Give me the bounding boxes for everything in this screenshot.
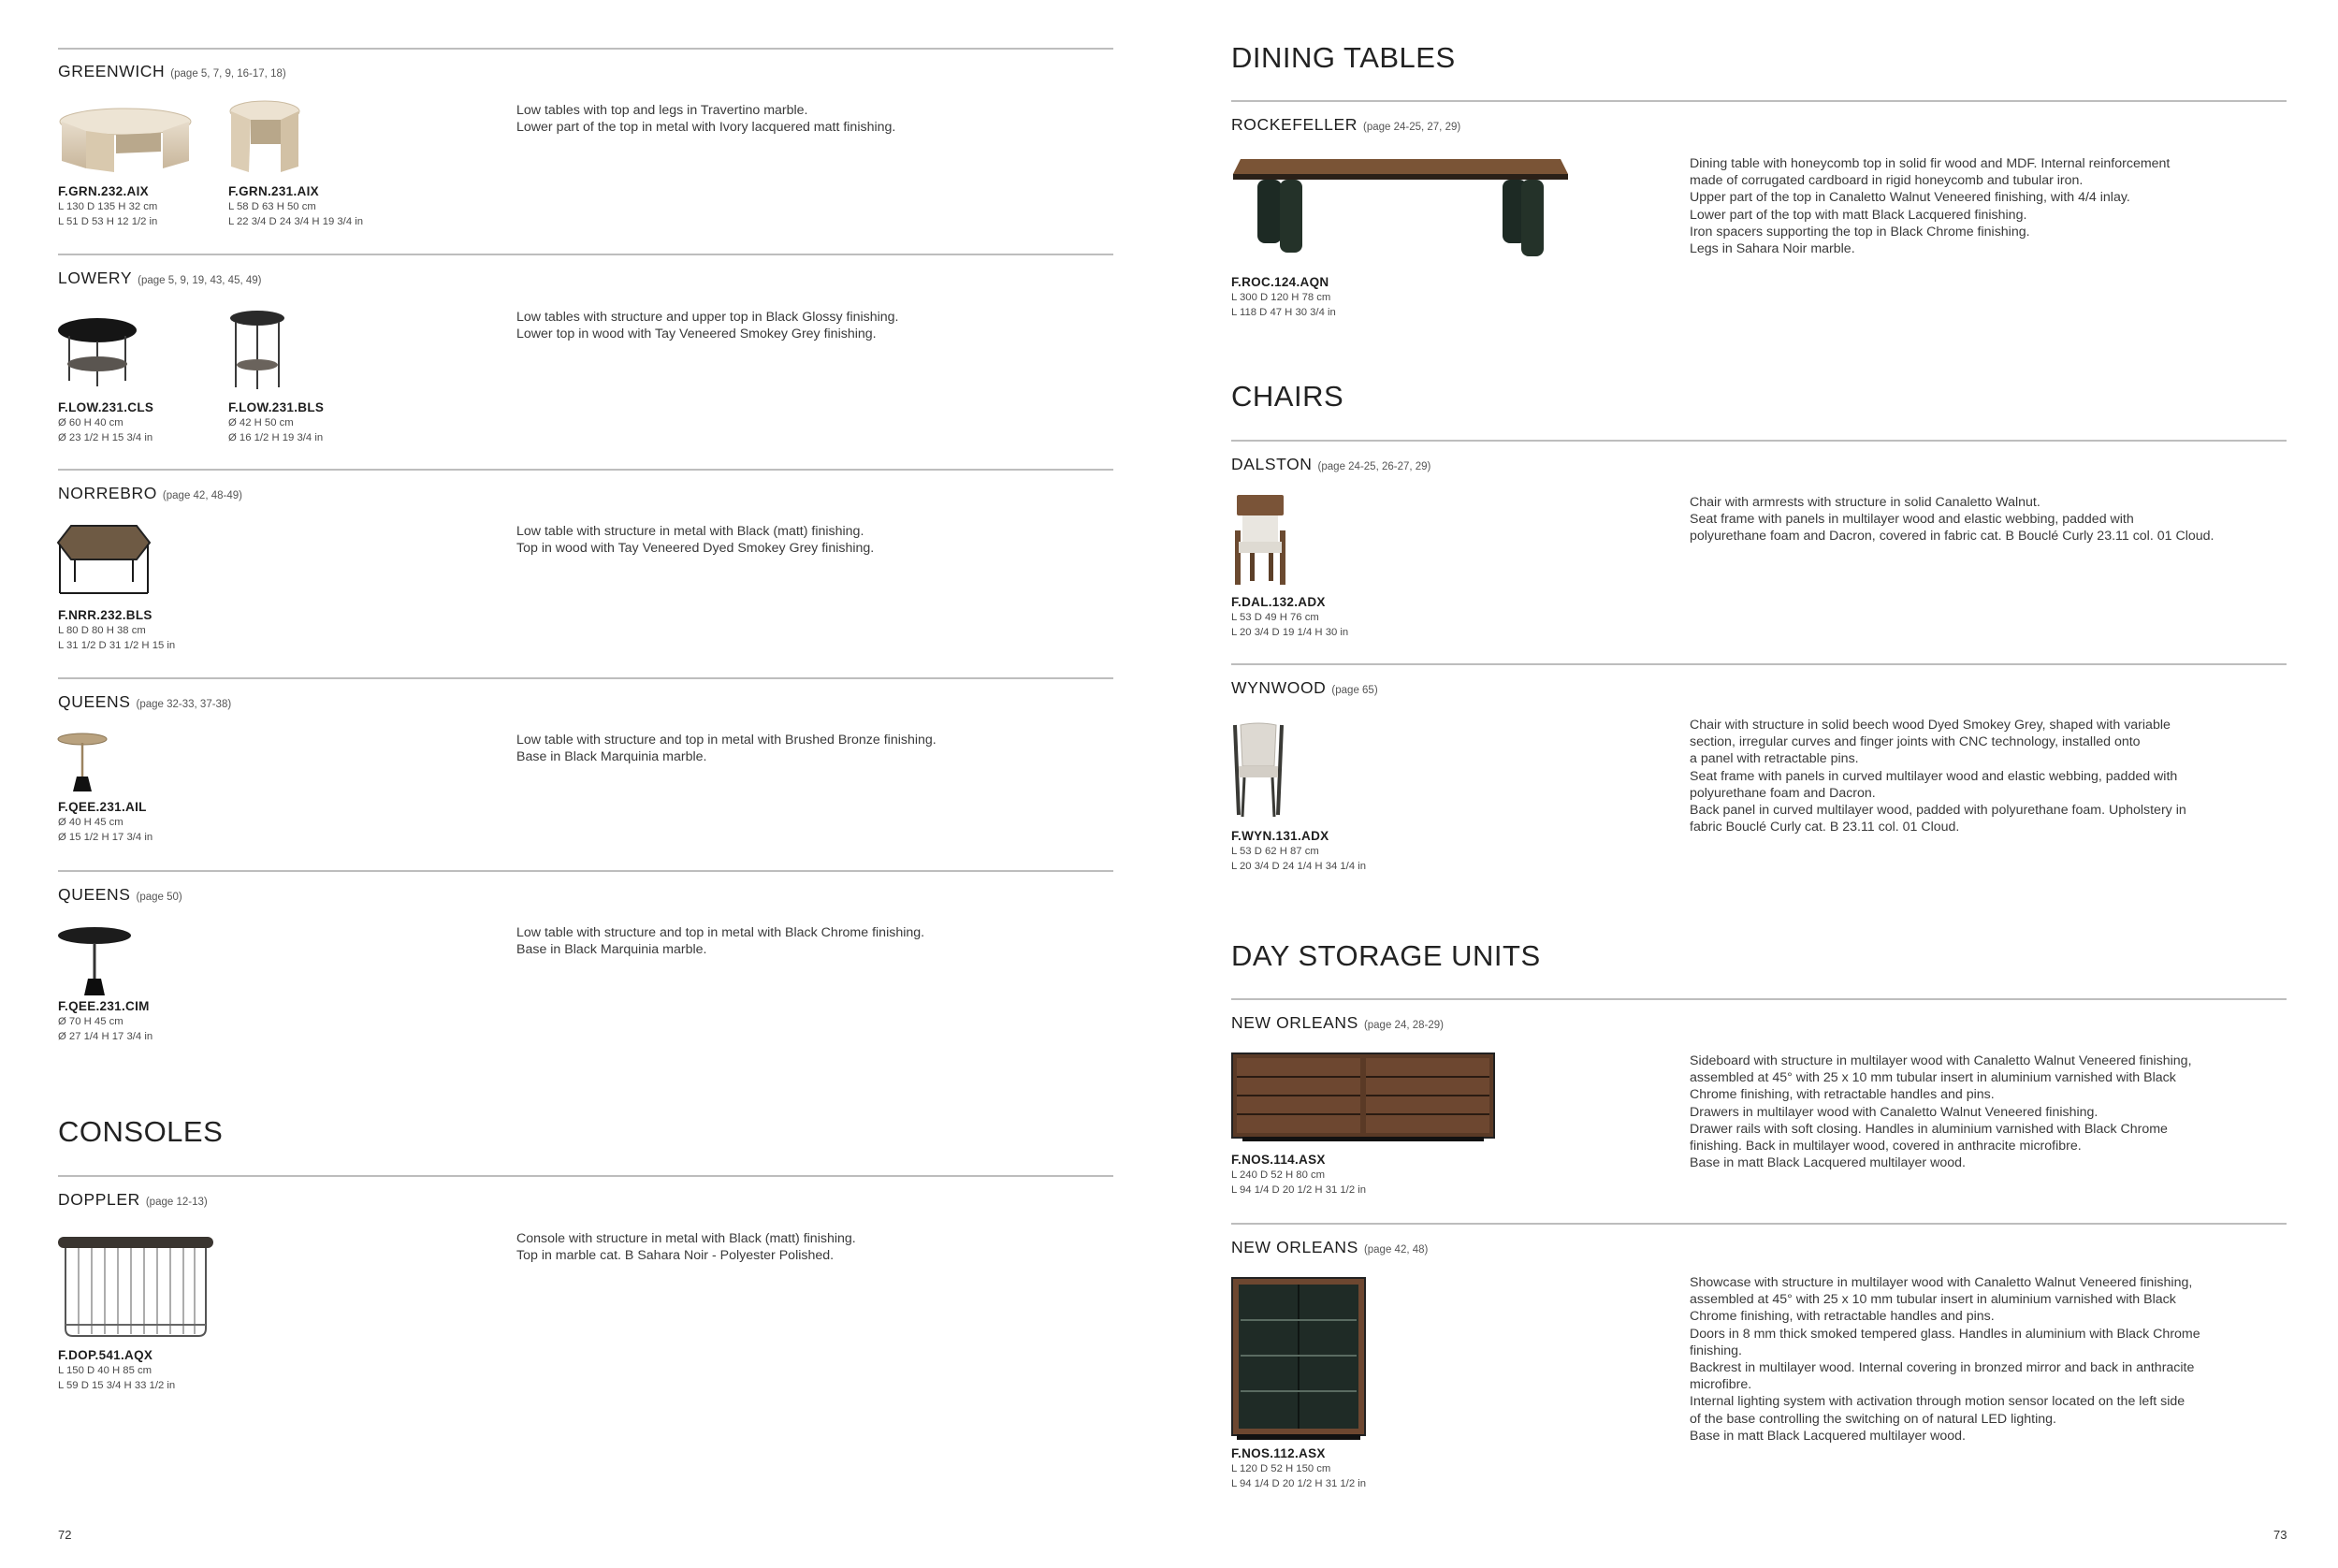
product-code: F.QEE.231.CIM xyxy=(58,999,150,1013)
divider xyxy=(1231,1223,2287,1225)
divider xyxy=(58,870,1113,872)
item-name: NEW ORLEANS xyxy=(1231,1238,1358,1256)
item-pages: (page 42, 48-49) xyxy=(162,490,242,501)
lowery-small-table-image xyxy=(228,309,286,391)
item-description: Chair with armrests with structure in solid Canaletto Walnut. Seat frame with panels in multilayer wood and elastic webbing, padded with polyurethane foam and Dacron, covered in fabric cat. B Bouclé Curly 23.11 col. 01 Cloud. xyxy=(1690,495,2215,544)
item-heading xyxy=(58,484,242,503)
item-pages: (page 65) xyxy=(1331,685,1378,696)
item-pages: (page 32-33, 37-38) xyxy=(136,699,232,710)
item-pages: (page 42, 48) xyxy=(1363,1244,1429,1256)
item-name: WYNWOOD xyxy=(1231,678,1327,697)
divider xyxy=(1231,663,2287,665)
item-description: Low tables with top and legs in Travertino marble. Lower part of the top in metal with Ivory lacquered matt finishing. xyxy=(516,103,896,136)
doppler-console-image xyxy=(56,1235,215,1340)
item-heading xyxy=(1231,678,1378,698)
section-title: DINING TABLES xyxy=(1231,41,1456,74)
product-dimensions-in: Ø 16 1/2 H 19 3/4 in xyxy=(228,432,324,443)
product-dimensions-cm: L 58 D 63 H 50 cm xyxy=(228,201,316,212)
page-number: 72 xyxy=(58,1528,72,1542)
divider xyxy=(1231,440,2287,442)
product-code: F.NOS.114.ASX xyxy=(1231,1153,1326,1167)
item-heading xyxy=(58,692,231,712)
item-heading xyxy=(1231,115,1460,135)
item-pages: (page 50) xyxy=(136,892,182,903)
item-heading xyxy=(58,885,182,905)
norrebro-table-image xyxy=(56,524,152,597)
product-code: F.LOW.231.BLS xyxy=(228,400,325,414)
section-title: CONSOLES xyxy=(58,1115,224,1148)
product-dimensions-in: L 118 D 47 H 30 3/4 in xyxy=(1231,307,1336,318)
item-name: QUEENS xyxy=(58,885,131,904)
item-description: Low table with structure in metal with Black (matt) finishing. Top in wood with Tay Veneered Dyed Smokey Grey finishing. xyxy=(516,524,875,557)
item-description: Console with structure in metal with Black (matt) finishing. Top in marble cat. B Sahara Noir - Polyester Polished. xyxy=(516,1231,856,1264)
product-code: F.GRN.232.AIX xyxy=(58,184,149,198)
item-heading xyxy=(58,62,286,81)
product-dimensions-cm: L 53 D 62 H 87 cm xyxy=(1231,846,1319,857)
product-dimensions-cm: Ø 40 H 45 cm xyxy=(58,817,123,828)
product-dimensions-cm: L 53 D 49 H 76 cm xyxy=(1231,612,1319,623)
product-dimensions-in: L 94 1/4 D 20 1/2 H 31 1/2 in xyxy=(1231,1478,1367,1489)
product-code: F.DAL.132.ADX xyxy=(1231,595,1326,609)
product-dimensions-in: L 59 D 15 3/4 H 33 1/2 in xyxy=(58,1380,176,1391)
product-dimensions-in: L 31 1/2 D 31 1/2 H 15 in xyxy=(58,640,176,651)
product-code: F.GRN.231.AIX xyxy=(228,184,319,198)
item-description: Low table with structure and top in metal with Brushed Bronze finishing. Base in Black Marquinia marble. xyxy=(516,733,937,765)
wynwood-chair-image xyxy=(1231,721,1285,820)
item-description: Low tables with structure and upper top in Black Glossy finishing. Lower top in wood with Tay Veneered Smokey Grey finishing. xyxy=(516,310,899,342)
item-name: LOWERY xyxy=(58,269,133,287)
product-dimensions-cm: L 130 D 135 H 32 cm xyxy=(58,201,158,212)
product-code: F.NOS.112.ASX xyxy=(1231,1446,1326,1460)
product-dimensions-in: L 94 1/4 D 20 1/2 H 31 1/2 in xyxy=(1231,1184,1367,1196)
item-description: Chair with structure in solid beech wood Dyed Smokey Grey, shaped with variable section, irregular curves and finger joints with CNC technology, installed onto a panel with retractable pins. Seat frame with panels in curved multilayer wood and elastic webbing, padded with polyurethane foam and Dacron. Back panel in curved multilayer wood, padded with polyurethane foam. Upholstery in fabric Bouclé Curly cat. B 23.11 col. 01 Cloud. xyxy=(1690,718,2186,835)
product-dimensions-in: Ø 23 1/2 H 15 3/4 in xyxy=(58,432,153,443)
product-dimensions-in: L 22 3/4 D 24 3/4 H 19 3/4 in xyxy=(228,216,364,227)
item-name: DOPPLER xyxy=(58,1190,140,1209)
item-pages: (page 5, 9, 19, 43, 45, 49) xyxy=(138,275,262,286)
divider xyxy=(58,677,1113,679)
product-code: F.QEE.231.AIL xyxy=(58,800,147,814)
product-code: F.WYN.131.ADX xyxy=(1231,829,1329,843)
item-name: ROCKEFELLER xyxy=(1231,115,1358,134)
product-dimensions-cm: Ø 42 H 50 cm xyxy=(228,417,294,428)
divider xyxy=(1231,100,2287,102)
new-orleans-showcase-image xyxy=(1231,1277,1366,1442)
queens-bronze-table-image xyxy=(56,732,109,793)
product-dimensions-in: Ø 27 1/4 H 17 3/4 in xyxy=(58,1031,153,1042)
greenwich-large-table-image xyxy=(58,107,194,174)
product-dimensions-cm: L 240 D 52 H 80 cm xyxy=(1231,1169,1326,1181)
lowery-large-table-image xyxy=(56,315,138,390)
item-name: GREENWICH xyxy=(58,62,166,80)
section-title: DAY STORAGE UNITS xyxy=(1231,939,1541,972)
item-heading xyxy=(1231,1238,1428,1257)
item-heading xyxy=(1231,455,1430,474)
product-dimensions-cm: L 120 D 52 H 150 cm xyxy=(1231,1463,1331,1474)
item-name: NORREBRO xyxy=(58,484,157,502)
right-page xyxy=(1169,0,2338,1568)
product-dimensions-in: Ø 15 1/2 H 17 3/4 in xyxy=(58,832,153,843)
page-number: 73 xyxy=(2273,1528,2287,1542)
greenwich-small-table-image xyxy=(228,99,301,174)
divider xyxy=(58,254,1113,255)
item-description: Showcase with structure in multilayer wood with Canaletto Walnut Veneered finishing, assembled at 45° with 25 x 10 mm tubular insert in aluminium varnished with Black Chrome finishing, with retractable handles and pins. Doors in 8 mm thick smoked tempered glass. Handles in aluminium with Black Chrome finishing. Backrest in multilayer wood. Internal covering in bronzed mirror and back in anthracite microfibre. Internal lighting system with activation through motion sensor located on the left side of the base controlling the switching on of natural LED lighting. Base in matt Black Lacquered multilayer wood. xyxy=(1690,1275,2200,1444)
item-description: Dining table with honeycomb top in solid fir wood and MDF. Internal reinforcement made of corrugated cardboard in rigid honeycomb and tubular iron. Upper part of the top in Canaletto Walnut Veneered finishing, with 4/4 inlay. Lower part of the top with matt Black Lacquered finishing. Iron spacers supporting the top in Black Chrome finishing. Legs in Sahara Noir marble. xyxy=(1690,156,2171,257)
item-pages: (page 5, 7, 9, 16-17, 18) xyxy=(170,68,286,80)
divider xyxy=(1231,998,2287,1000)
rockefeller-table-image xyxy=(1231,153,1570,262)
product-code: F.ROC.124.AQN xyxy=(1231,275,1329,289)
product-dimensions-cm: L 150 D 40 H 85 cm xyxy=(58,1365,152,1376)
new-orleans-sideboard-image xyxy=(1231,1053,1495,1142)
product-dimensions-in: L 51 D 53 H 12 1/2 in xyxy=(58,216,158,227)
product-code: F.NRR.232.BLS xyxy=(58,608,152,622)
section-title: CHAIRS xyxy=(1231,380,1344,413)
product-dimensions-cm: Ø 70 H 45 cm xyxy=(58,1016,123,1027)
item-description: Sideboard with structure in multilayer wood with Canaletto Walnut Veneered finishing, assembled at 45° with 25 x 10 mm tubular insert in aluminium varnished with Black Chrome finishing, with retractable handles and pins. Drawers in multilayer wood with Canaletto Walnut Veneered finishing. Drawer rails with soft closing. Handles in aluminium varnished with Black Chrome finishing. Back in multilayer wood, covered in anthracite microfibre. Base in matt Black Lacquered multilayer wood. xyxy=(1690,1053,2192,1171)
item-heading xyxy=(58,269,262,288)
divider xyxy=(58,48,1113,50)
item-pages: (page 24-25, 27, 29) xyxy=(1362,122,1461,133)
product-dimensions-in: L 20 3/4 D 19 1/4 H 30 in xyxy=(1231,627,1349,638)
product-code: F.DOP.541.AQX xyxy=(58,1348,153,1362)
product-dimensions-cm: L 80 D 80 H 38 cm xyxy=(58,625,146,636)
divider xyxy=(58,469,1113,471)
item-heading xyxy=(1231,1013,1444,1033)
product-dimensions-in: L 20 3/4 D 24 1/4 H 34 1/4 in xyxy=(1231,861,1367,872)
item-pages: (page 24, 28-29) xyxy=(1363,1020,1444,1031)
dalston-chair-image xyxy=(1231,493,1289,587)
product-dimensions-cm: Ø 60 H 40 cm xyxy=(58,417,123,428)
item-pages: (page 24-25, 26-27, 29) xyxy=(1317,461,1431,472)
queens-black-table-image xyxy=(56,926,133,997)
product-code: F.LOW.231.CLS xyxy=(58,400,154,414)
divider xyxy=(58,1175,1113,1177)
item-name: QUEENS xyxy=(58,692,131,711)
item-description: Low table with structure and top in metal with Black Chrome finishing. Base in Black Marquinia marble. xyxy=(516,925,925,958)
item-name: DALSTON xyxy=(1231,455,1313,473)
item-heading xyxy=(58,1190,208,1210)
item-pages: (page 12-13) xyxy=(145,1197,208,1208)
product-dimensions-cm: L 300 D 120 H 78 cm xyxy=(1231,292,1331,303)
item-name: NEW ORLEANS xyxy=(1231,1013,1358,1032)
